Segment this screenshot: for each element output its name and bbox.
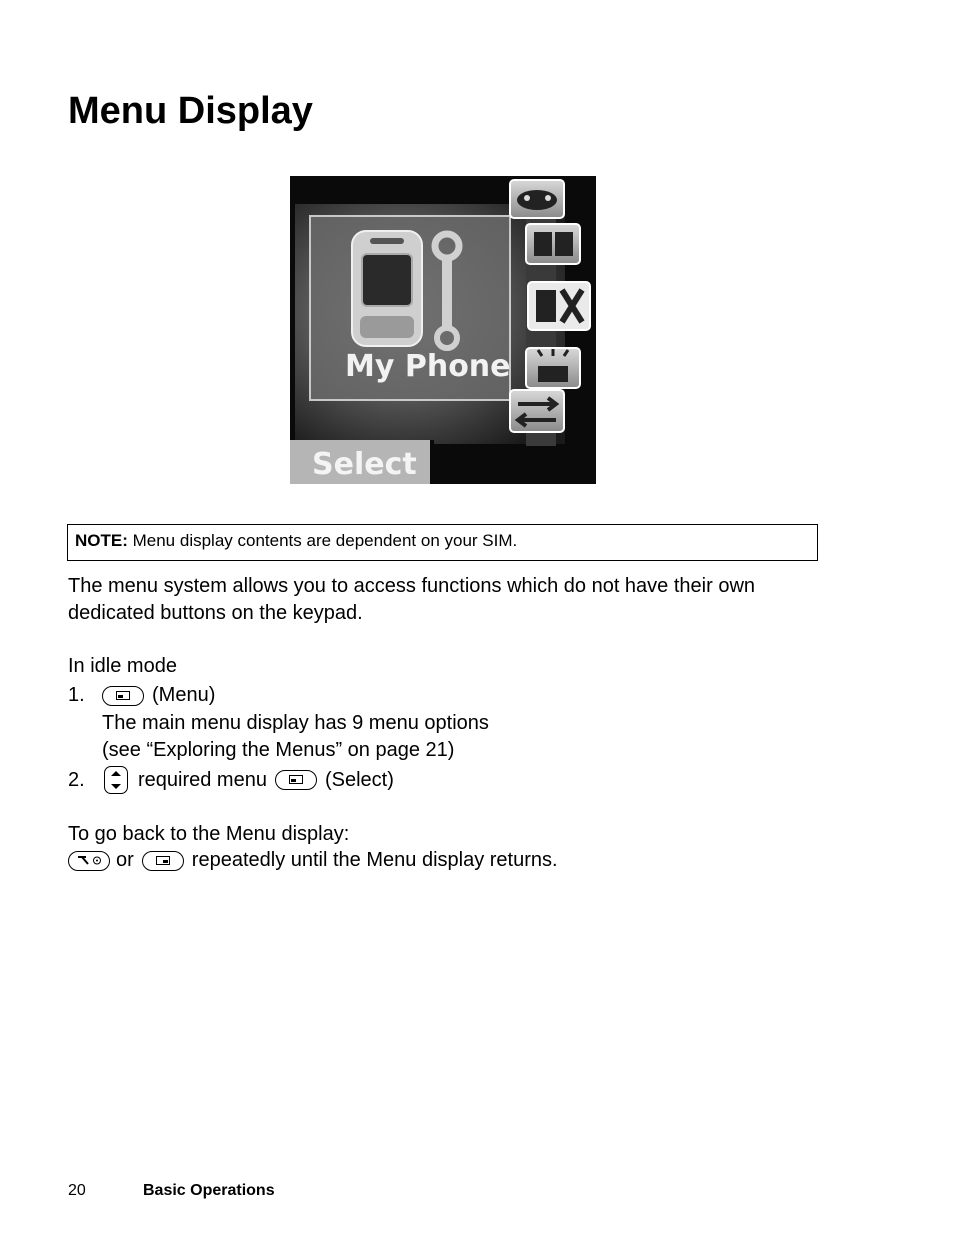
my-phone-icon bbox=[352, 231, 422, 346]
select-softkey: Select bbox=[312, 447, 417, 482]
phonebook-icon bbox=[526, 224, 580, 264]
footer-page-number: 20 bbox=[68, 1182, 86, 1199]
game-icon bbox=[510, 180, 564, 218]
navigation-key-icon bbox=[104, 766, 128, 794]
back-key-icon bbox=[142, 851, 184, 871]
step-1-action: (Menu) bbox=[152, 684, 216, 706]
select-key-icon bbox=[275, 770, 317, 790]
footer-section: Basic Operations bbox=[143, 1182, 275, 1199]
step-2-number: 2. bbox=[68, 768, 85, 791]
alert-icon bbox=[526, 348, 580, 388]
menu-key-icon bbox=[102, 686, 144, 706]
step-1-detail-2: (see “Exploring the Menus” on page 21) bbox=[102, 739, 455, 761]
transfer-icon bbox=[510, 390, 564, 432]
note-box bbox=[67, 524, 818, 561]
note-text: Menu display contents are dependent on your SIM. bbox=[127, 531, 518, 550]
intro-paragraph: The menu system allows you to access functions which do not have their own dedicated buttons on the keypad. bbox=[68, 575, 756, 624]
end-key-icon bbox=[68, 851, 110, 871]
step-2 bbox=[68, 766, 394, 794]
step-2-middle: required menu bbox=[138, 768, 267, 791]
back-text: repeatedly until the Menu display returns. bbox=[191, 849, 558, 871]
page-title: Menu Display bbox=[68, 90, 313, 132]
step-2-action: (Select) bbox=[324, 768, 394, 791]
back-heading: To go back to the Menu display: bbox=[68, 823, 350, 845]
back-instruction bbox=[68, 847, 558, 874]
settings-icon bbox=[528, 282, 590, 330]
step-1 bbox=[68, 682, 215, 709]
back-or: or bbox=[116, 849, 134, 871]
step-1-detail-1: The main menu display has 9 menu options bbox=[102, 712, 489, 734]
idle-heading: In idle mode bbox=[68, 655, 177, 677]
step-1-number: 1. bbox=[68, 684, 85, 706]
note-label: NOTE: bbox=[75, 531, 128, 550]
phone-menu-screenshot bbox=[290, 176, 596, 484]
svg-text:My Phone: My Phone bbox=[345, 349, 511, 384]
